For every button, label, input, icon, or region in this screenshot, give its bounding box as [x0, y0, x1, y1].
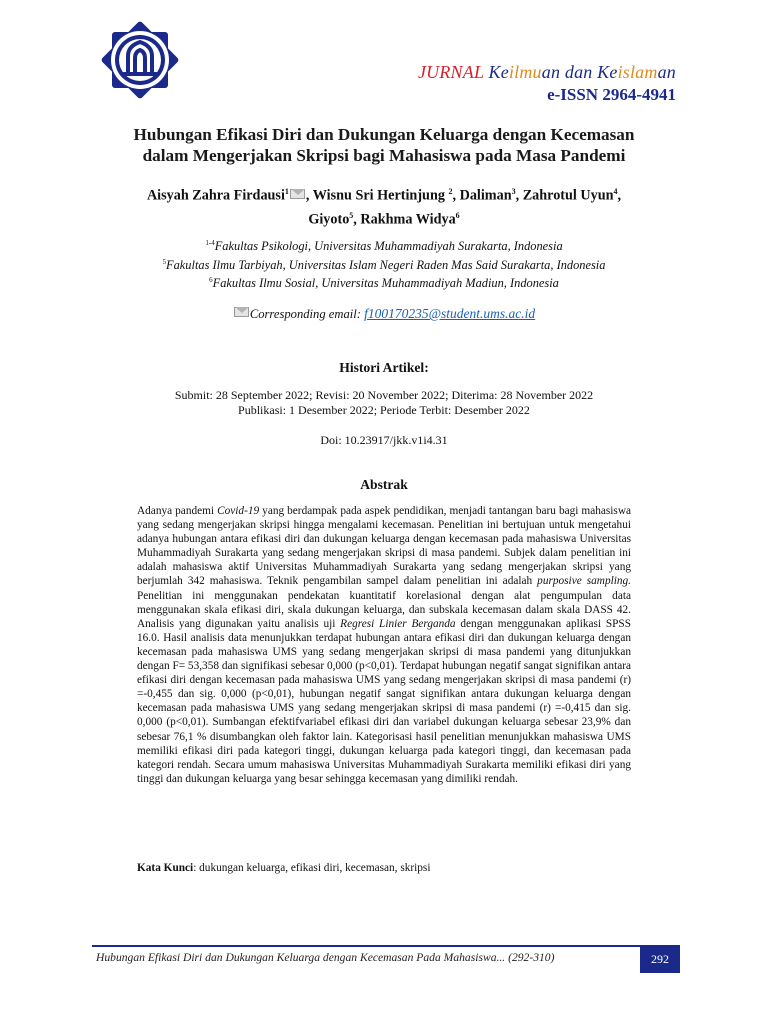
affiliation: $^{1-4}$Fakultas Psikologi, Universitas Muhammadiyah Surakarta, Indonesia — [205, 239, 563, 254]
author-list: Aisyah Zahra Firdausi$^1$ , Wisnu Sri Hertinjung $^2$, Daliman$^3$, Zahrotul Uyun$^4$, Giyoto$^5$, Rakhma Widya$^6$ — [146, 187, 622, 228]
journal-name: JURNAL Keilmuan dan Keislaman — [417, 62, 676, 82]
article-dates: Submit: 28 September 2022; Revisi: 20 November 2022; Diterima: 28 November 2022 Publikasi: 1 Desember 2022; Periode Terbit: Desember 2022 — [174, 388, 594, 417]
journal-header — [418, 62, 676, 105]
footer-divider — [92, 945, 680, 947]
keywords: Kata Kunci: dukungan keluarga, efikasi diri, kecemasan, skripsi — [137, 862, 431, 874]
doi: Doi: 10.23917/jkk.v1i4.31 — [320, 433, 448, 447]
affiliation: $^6$Fakultas Ilmu Sosial, Universitas Muhammadiyah Madiun, Indonesia — [209, 276, 559, 291]
issn: e-ISSN 2964-4941 — [547, 85, 676, 104]
journal-logo — [92, 12, 188, 108]
history-heading: Histori Artikel: — [339, 360, 429, 375]
email-link[interactable]: f100170235@student.ums.ac.id — [364, 306, 536, 321]
affiliation: $^5$Fakultas Ilmu Tarbiyah, Universitas Islam Negeri Raden Mas Said Surakarta, Indonesia — [162, 257, 606, 272]
paper-title: Hubungan Efikasi Diri dan Dukungan Keluarga dengan Kecemasan dalam Mengerjakan Skripsi bagi Mahasiswa pada Masa Pandemi — [133, 125, 635, 165]
abstract-heading: Abstrak — [360, 477, 408, 492]
envelope-icon — [234, 307, 249, 317]
running-title: Hubungan Efikasi Diri dan Dukungan Keluarga dengan Kecemasan Pada Mahasiswa... (292-310) — [96, 951, 555, 964]
envelope-icon — [290, 189, 305, 199]
page-number: 292 — [640, 946, 680, 973]
abstract-body: Adanya pandemi Covid-19 yang berdampak pada aspek pendidikan, menjadi tantangan baru bagi mahasiswa yang sedang mengerjakan skripsi hingga mengalami kecemasan. Penelitian ini bertujuan untuk mengetahui adanya hubungan antara efikasi diri dan dukungan keluarga dengan kecemasan pada mahasiswa Universitas Muhammadiyah Surakarta yang sedang mengerjakan skripsi di masa pandemi. Subjek dalam penelitian ini adalah mahasiswa aktif Universitas Muhammadiyah Surakarta yang sedang mengerjakan skripsi yang berjumlah 342 mahasiswa. Teknik pengambilan sampel dalam penelitian ini adalah purposive sampling. Penelitian ini menggunakan pendekatan kuantitatif korelasional dengan alat pengumpulan data menggunakan skala efikasi diri, skala dukungan keluarga, dan subskala kecemasan dalam skala DASS 42. Analisis yang digunakan yaitu analisis uji Regresi Linier Berganda dengan menggunakan aplikasi SPSS 16.0. Hasil analisis data menunjukkan terdapat hubungan antara efikasi diri dan dukungan keluarga dengan kecemasan pada mahasiswa UMS yang sedang mengerjakan skripsi di masa pandemi yang ditunjukkan dengan F= 53,358 dan signifikasi sebesar 0,000 (p<0,01). Terdapat hubungan negatif sangat signifikan antara efikasi diri dengan kecemasan pada mahasiswa UMS yang sedang mengerjakan skripsi di masa pandemi (r) =-0,455 dan sig. 0,000 (p<0,01), hubungan negatif sangat signifikan antara dukungan keluarga dengan kecemasan pada mahasiswa UMS yang sedang mengerjakan skripsi di masa pandemi (r) =-0,415 dan sig. 0,000 (p<0,01). Sumbangan efektifvariabel efikasi diri dan variabel dukungan keluarga sebesar 23,9% dan sebesar 76,1 % disumbangkan oleh faktor lain. Kategorisasi hasil penelitian menunjukkan mahasiswa UMS memiliki efikasi diri pada kategori tinggi, dukungan keluarga pada kategori tinggi, dan kecemasan pada kategori rendah. Secara umum mahasiswa Universitas Muhammadiyah Surakarta memiliki efikasi diri yang tinggi dan dukungan keluarga yang besar sehingga kecemasan yang dimiliki rendah. — [137, 505, 631, 785]
corresponding-email: Corresponding email: f100170235@student.ums.ac.id — [60, 306, 708, 322]
affiliations — [60, 236, 708, 292]
